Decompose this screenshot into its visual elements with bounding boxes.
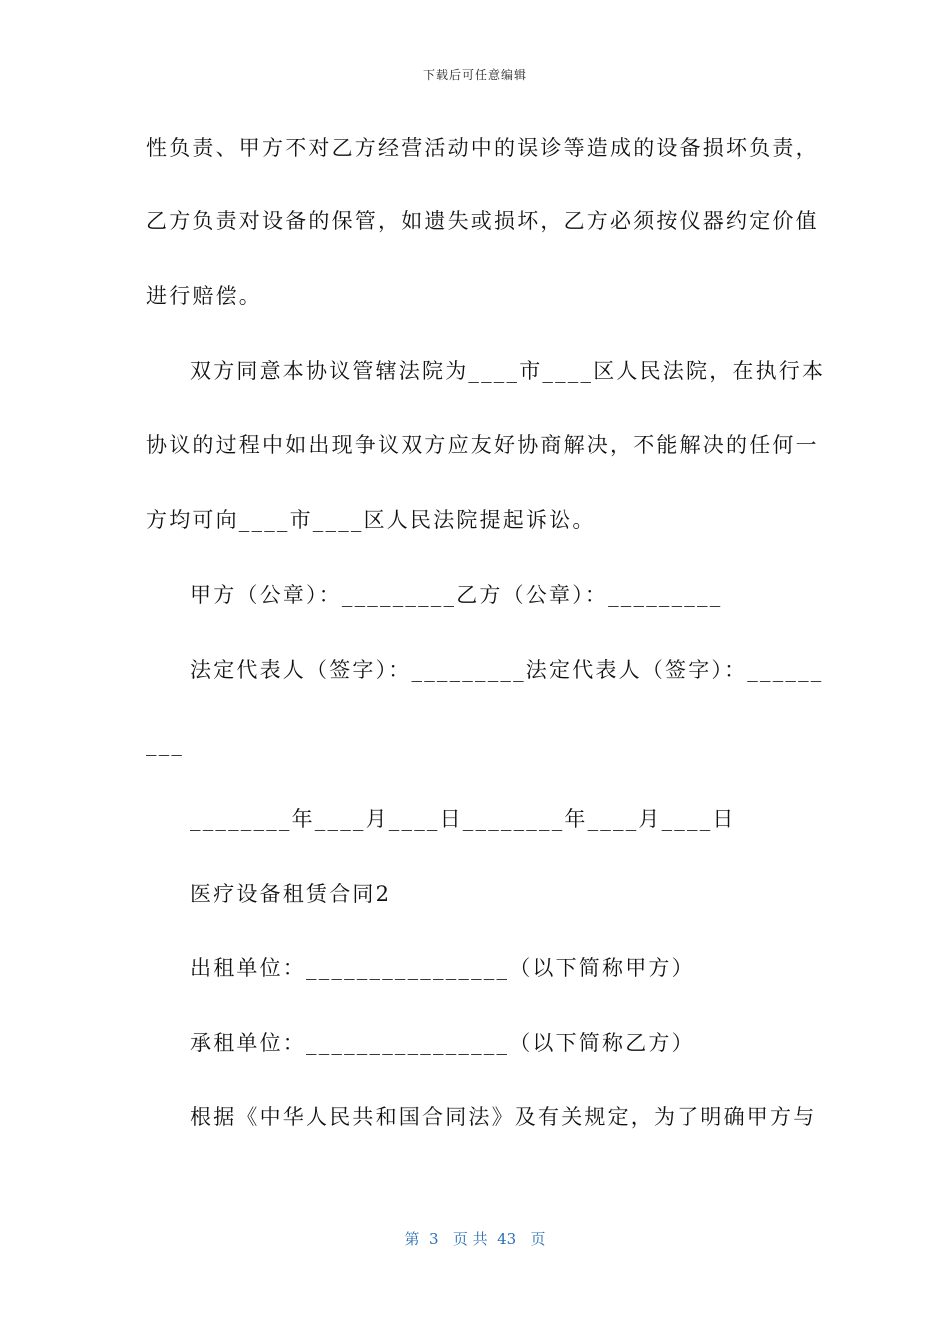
signature-overflow-line: ___ — [146, 732, 185, 756]
signature-representative-line: 法定代表人（签字）：_________法定代表人（签字）：______ — [190, 658, 824, 682]
date-line: ________年____月____日________年____月____日 — [190, 807, 736, 831]
body-line-3: 进行赔偿。 — [146, 284, 262, 308]
body-line-5: 协议的过程中如出现争议双方应友好协商解决，不能解决的任何一 — [146, 433, 819, 457]
contract-title: 医疗设备租赁合同2 — [190, 882, 392, 906]
page-number: 第 3 页 共 43 页 — [404, 1230, 546, 1248]
body-line-6: 方均可向____市____区人民法院提起诉讼。 — [146, 508, 596, 532]
signature-party-line: 甲方（公章）：_________乙方（公章）：_________ — [190, 583, 723, 607]
body-line-4: 双方同意本协议管辖法院为____市____区人民法院，在执行本 — [190, 359, 826, 383]
body-line-2: 乙方负责对设备的保管，如遗失或损坏，乙方必须按仪器约定价值 — [146, 209, 819, 233]
body-line-1: 性负责、甲方不对乙方经营活动中的误诊等造成的设备损坏负责， — [146, 136, 819, 160]
header-note: 下载后可任意编辑 — [422, 68, 527, 82]
body-line-last: 根据《中华人民共和国合同法》及有关规定，为了明确甲方与 — [190, 1105, 817, 1129]
lessee-line: 承租单位：________________（以下简称乙方） — [190, 1031, 695, 1055]
lessor-line: 出租单位：________________（以下简称甲方） — [190, 956, 695, 980]
